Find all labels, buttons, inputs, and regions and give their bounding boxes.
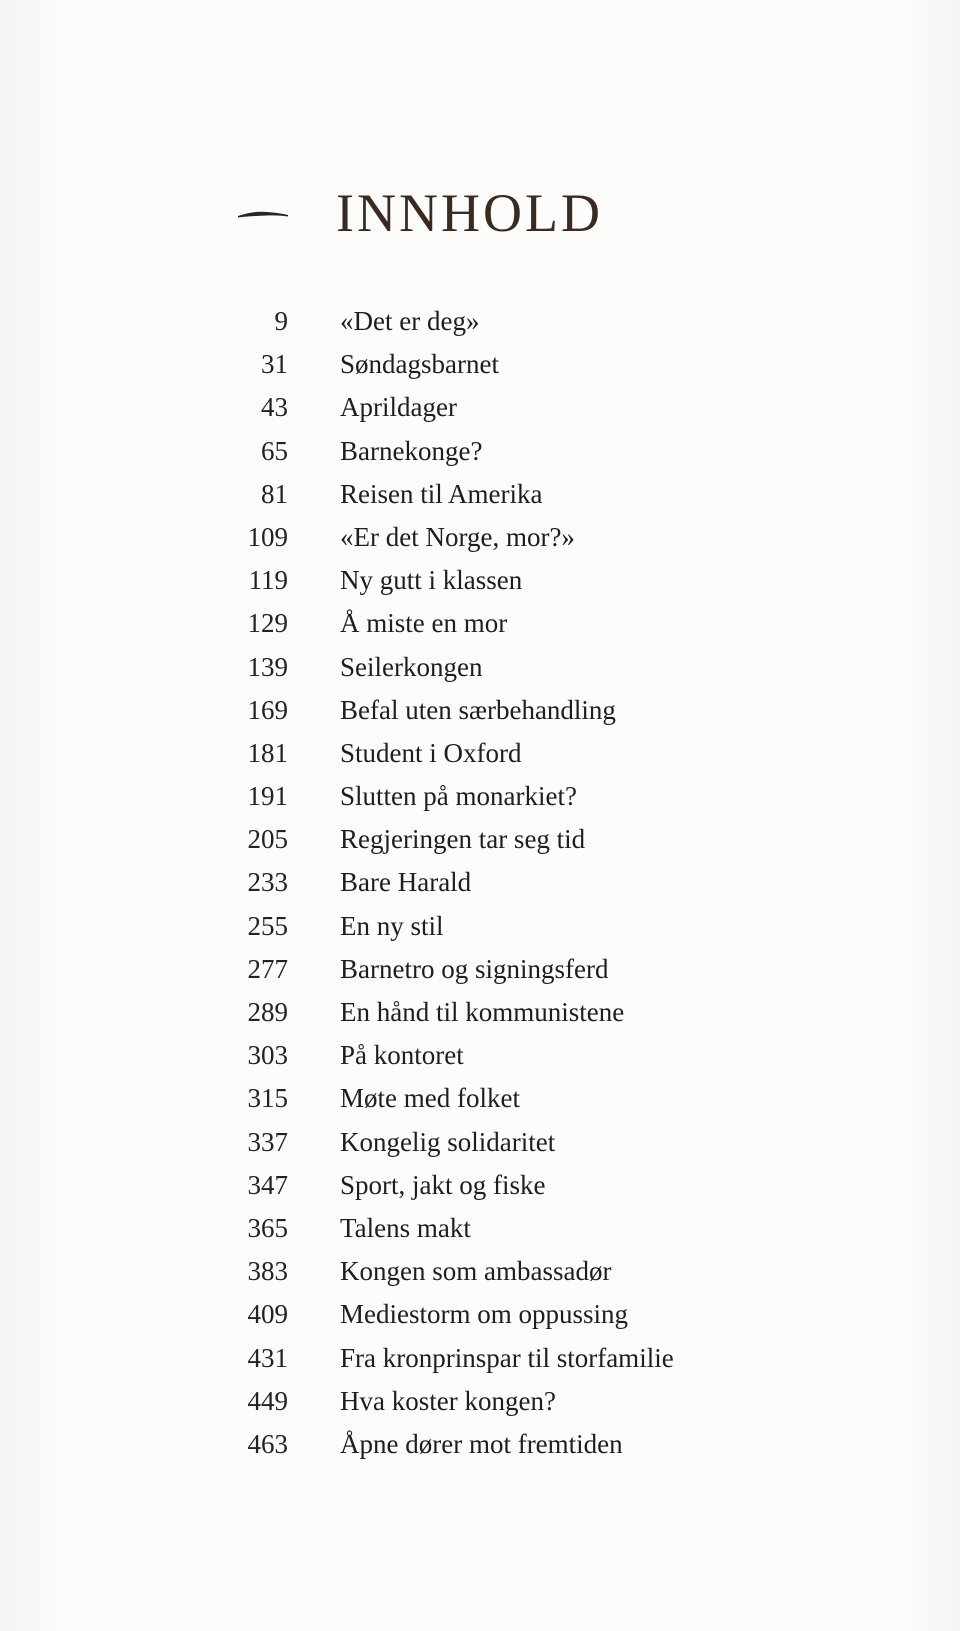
toc-entry — [0, 1423, 960, 1466]
toc-entry — [0, 948, 960, 991]
toc-page-number: 383 — [247, 1256, 288, 1287]
toc-entry — [0, 905, 960, 948]
toc-entry — [0, 386, 960, 429]
toc-page-number: 191 — [247, 781, 288, 812]
toc-page-number: 119 — [248, 565, 288, 596]
toc-chapter-title: Ny gutt i klassen — [340, 565, 523, 596]
toc-page-number: 205 — [247, 824, 288, 855]
toc-page-number: 9 — [274, 306, 288, 336]
toc-page-number: 65 — [261, 435, 288, 466]
toc-entry — [0, 1077, 960, 1120]
toc-chapter-title: Student i Oxford — [340, 737, 522, 768]
toc-chapter-title: En ny stil — [340, 910, 444, 941]
toc-entry — [0, 861, 960, 904]
toc-entry — [0, 646, 960, 689]
toc-chapter-title: Reisen til Amerika — [340, 478, 543, 509]
toc-page-number: 129 — [247, 608, 288, 639]
toc-chapter-title: Kongen som ambassadør — [340, 1256, 612, 1287]
toc-entry — [0, 473, 960, 516]
toc-heading — [237, 178, 603, 248]
swash-dash-icon — [237, 202, 289, 224]
toc-chapter-title: «Er det Norge, mor?» — [340, 521, 575, 552]
toc-chapter-title: Barnetro og signingsferd — [340, 953, 609, 984]
toc-entry — [0, 991, 960, 1034]
toc-chapter-title: Søndagsbarnet — [340, 349, 499, 380]
toc-page-number: 277 — [247, 953, 288, 984]
table-of-contents — [0, 300, 960, 1466]
toc-page-number: 463 — [247, 1428, 288, 1459]
toc-page-number: 81 — [261, 478, 288, 509]
toc-entry — [0, 1250, 960, 1293]
toc-chapter-title: Talens makt — [340, 1212, 471, 1243]
toc-entry — [0, 1121, 960, 1164]
toc-chapter-title: Mediestorm om oppussing — [340, 1299, 628, 1330]
toc-chapter-title: Regjeringen tar seg tid — [340, 824, 586, 855]
toc-entry — [0, 775, 960, 818]
toc-page-number: 169 — [247, 694, 288, 725]
toc-page-number: 233 — [247, 867, 288, 898]
toc-entry — [0, 1164, 960, 1207]
toc-page-number: 347 — [247, 1169, 288, 1200]
toc-page-number: 255 — [247, 910, 288, 941]
toc-entry — [0, 1207, 960, 1250]
toc-page-number: 289 — [247, 997, 288, 1027]
toc-chapter-title: Sport, jakt og fiske — [340, 1169, 546, 1200]
toc-page-number: 449 — [247, 1385, 288, 1416]
toc-chapter-title: På kontoret — [340, 1040, 464, 1071]
toc-entry — [0, 559, 960, 602]
toc-chapter-title: Kongelig solidaritet — [340, 1126, 556, 1157]
page-title: INNHOLD — [336, 183, 603, 243]
toc-entry — [0, 689, 960, 732]
toc-page-number: 181 — [247, 737, 288, 768]
toc-chapter-title: Bare Harald — [340, 867, 472, 898]
toc-chapter-title: Møte med folket — [340, 1083, 520, 1114]
toc-chapter-title: «Det er deg» — [340, 306, 480, 336]
toc-chapter-title: Fra kronprinspar til storfamilie — [340, 1342, 674, 1373]
toc-page-number: 43 — [261, 392, 288, 423]
toc-entry — [0, 300, 960, 343]
toc-chapter-title: Befal uten særbehandling — [340, 694, 616, 725]
toc-chapter-title: Åpne dører mot fremtiden — [340, 1428, 623, 1459]
toc-page-number: 139 — [247, 651, 288, 682]
toc-entry — [0, 1380, 960, 1423]
toc-page-number: 431 — [247, 1342, 288, 1373]
toc-entry — [0, 343, 960, 386]
toc-entry — [0, 1034, 960, 1077]
toc-page-number: 109 — [247, 521, 288, 552]
toc-page-number: 315 — [247, 1083, 288, 1114]
toc-page-number: 409 — [247, 1299, 288, 1330]
toc-entry — [0, 430, 960, 473]
toc-chapter-title: En hånd til kommunistene — [340, 997, 625, 1027]
toc-entry — [0, 1337, 960, 1380]
toc-page-number: 365 — [247, 1212, 288, 1243]
toc-chapter-title: Aprildager — [340, 392, 457, 423]
toc-entry — [0, 818, 960, 861]
toc-chapter-title: Hva koster kongen? — [340, 1385, 556, 1416]
toc-chapter-title: Slutten på monarkiet? — [340, 781, 577, 812]
toc-entry — [0, 602, 960, 645]
toc-chapter-title: Å miste en mor — [340, 608, 508, 639]
toc-chapter-title: Seilerkongen — [340, 651, 483, 682]
toc-page-number: 337 — [247, 1126, 288, 1157]
toc-chapter-title: Barnekonge? — [340, 435, 483, 466]
toc-page-number: 303 — [247, 1040, 288, 1071]
toc-entry — [0, 516, 960, 559]
toc-entry — [0, 732, 960, 775]
toc-entry — [0, 1293, 960, 1336]
toc-page-number: 31 — [261, 349, 288, 380]
